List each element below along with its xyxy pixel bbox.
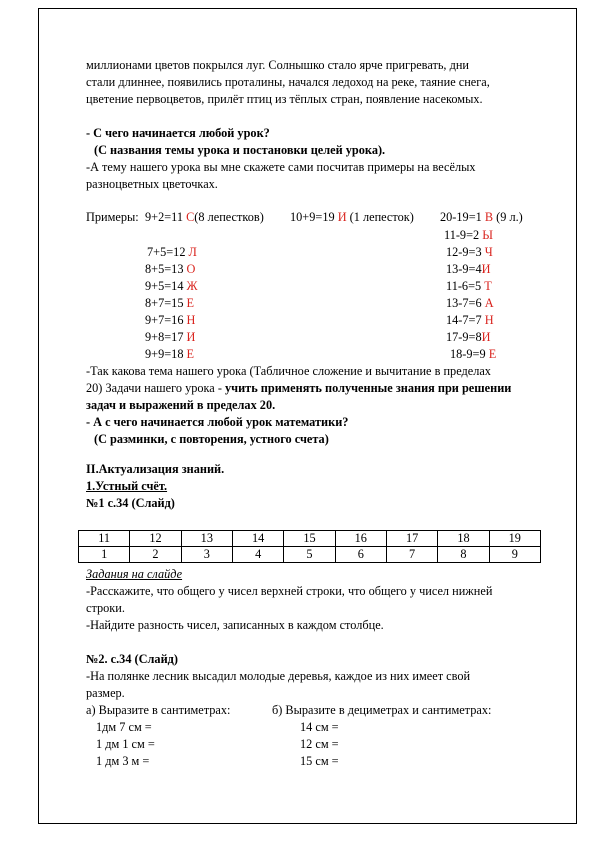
- question-lesson-start-answer: (С названия темы урока и постановки целей урока).: [94, 143, 386, 157]
- intro-line-1: миллионами цветов покрылся луг. Солнышко стало ярче пригревать, дни: [86, 58, 470, 72]
- task-2a-item: 1 дм 3 м =: [96, 754, 150, 768]
- example-letter: В: [484, 210, 494, 224]
- table-cell: 6: [335, 547, 386, 563]
- question-lesson-start: - С чего начинается любой урок?: [86, 126, 270, 140]
- table-cell: 8: [438, 547, 489, 563]
- numbers-table: [78, 530, 541, 563]
- intro-line-2: стали длиннее, появились проталины, начался ледоход на реке, таяние снега,: [86, 75, 490, 89]
- table-cell: 5: [284, 547, 335, 563]
- example-row: 11-6=5 Т: [446, 279, 492, 293]
- table-cell: 4: [232, 547, 283, 563]
- task-2-text-line-2: размер.: [86, 686, 125, 700]
- task-2-text-line-1: -На полянке лесник высадил молодые деревья, каждое из них имеет свой: [86, 669, 471, 683]
- table-cell: 2: [130, 547, 181, 563]
- table-cell: 16: [335, 531, 386, 547]
- question-math-start: - А с чего начинается любой урок математики?: [86, 415, 349, 429]
- task-2a-label: а) Выразите в сантиметрах:: [86, 703, 231, 717]
- table-cell: 11: [79, 531, 130, 547]
- example-row: 12-9=3 Ч: [446, 245, 493, 259]
- example-row: 11-9=2 Ы: [444, 228, 493, 242]
- example-letter: С: [186, 210, 195, 224]
- task-2b-item: 14 см =: [300, 720, 339, 734]
- example-row: 7+5=12 Л: [147, 245, 197, 259]
- example-row: 13-9=4И: [446, 262, 491, 276]
- example-expression: 10+9=19 И (1 лепесток): [290, 210, 414, 224]
- example-row: 14-7=7 Н: [446, 313, 494, 327]
- table-cell: 19: [489, 531, 540, 547]
- topic-question-line-3: задач и выражений в пределах 20.: [86, 398, 276, 412]
- task-2b-item: 12 см =: [300, 737, 339, 751]
- table-row: [79, 547, 541, 563]
- example-row: 9+5=14 Ж: [145, 279, 198, 293]
- example-row: 17-9=8И: [446, 330, 491, 344]
- examples-label: Примеры:: [86, 210, 139, 224]
- table-row: [79, 531, 541, 547]
- subsection-heading: 1.Устный счёт.: [86, 479, 168, 493]
- task-2b-item: 15 см =: [300, 754, 339, 768]
- intro-line-3: цветение первоцветов, прилёт птиц из тёплых стран, появление насекомых.: [86, 92, 483, 106]
- table-cell: 15: [284, 531, 335, 547]
- example-row: 8+5=13 О: [145, 262, 196, 276]
- example-row: 9+7=16 Н: [145, 313, 196, 327]
- example-row: 9+8=17 И: [145, 330, 196, 344]
- task-2-title: №2. с.34 (Слайд): [86, 652, 178, 666]
- table-cell: 14: [232, 531, 283, 547]
- table-cell: 1: [79, 547, 130, 563]
- slide-tasks-label: Задания на слайде: [86, 567, 183, 581]
- task-2a-item: 1 дм 1 см =: [96, 737, 155, 751]
- example-row: 8+7=15 Е: [145, 296, 195, 310]
- table-cell: 3: [181, 547, 232, 563]
- task-2b-label: б) Выразите в дециметрах и сантиметрах:: [272, 703, 492, 717]
- table-cell: 9: [489, 547, 540, 563]
- example-row: 18-9=9 Е: [450, 347, 497, 361]
- section-heading: II.Актуализация знаний.: [86, 462, 225, 476]
- task-1-question-2: -Найдите разность чисел, записанных в каждом столбце.: [86, 618, 384, 632]
- topic-question-line-2: 20) Задачи нашего урока - учить применять полученные знания при решении: [86, 381, 512, 395]
- topic-question-line-1: -Так какова тема нашего урока (Табличное сложение и вычитание в пределах: [86, 364, 491, 378]
- table-cell: 12: [130, 531, 181, 547]
- task-1-question-1-line-1: -Расскажите, что общего у чисел верхней строки, что общего у чисел нижней: [86, 584, 493, 598]
- topic-prompt-line-1: -А тему нашего урока вы мне скажете сами посчитав примеры на весёлых: [86, 160, 476, 174]
- example-letter: И: [337, 210, 347, 224]
- example-expression: 20-19=1 В (9 л.): [440, 210, 523, 224]
- task-2a-item: 1дм 7 см =: [96, 720, 152, 734]
- table-cell: 7: [386, 547, 437, 563]
- task-1-title: №1 с.34 (Слайд): [86, 496, 175, 510]
- example-expression: 9+2=11 С(8 лепестков): [145, 210, 264, 224]
- table-cell: 13: [181, 531, 232, 547]
- question-math-start-answer: (С разминки, с повторения, устного счета): [94, 432, 329, 446]
- task-1-question-1-line-2: строки.: [86, 601, 125, 615]
- topic-prompt-line-2: разноцветных цветочках.: [86, 177, 218, 191]
- example-row: 13-7=6 А: [446, 296, 494, 310]
- example-row: 9+9=18 Е: [145, 347, 195, 361]
- table-cell: 17: [386, 531, 437, 547]
- table-cell: 18: [438, 531, 489, 547]
